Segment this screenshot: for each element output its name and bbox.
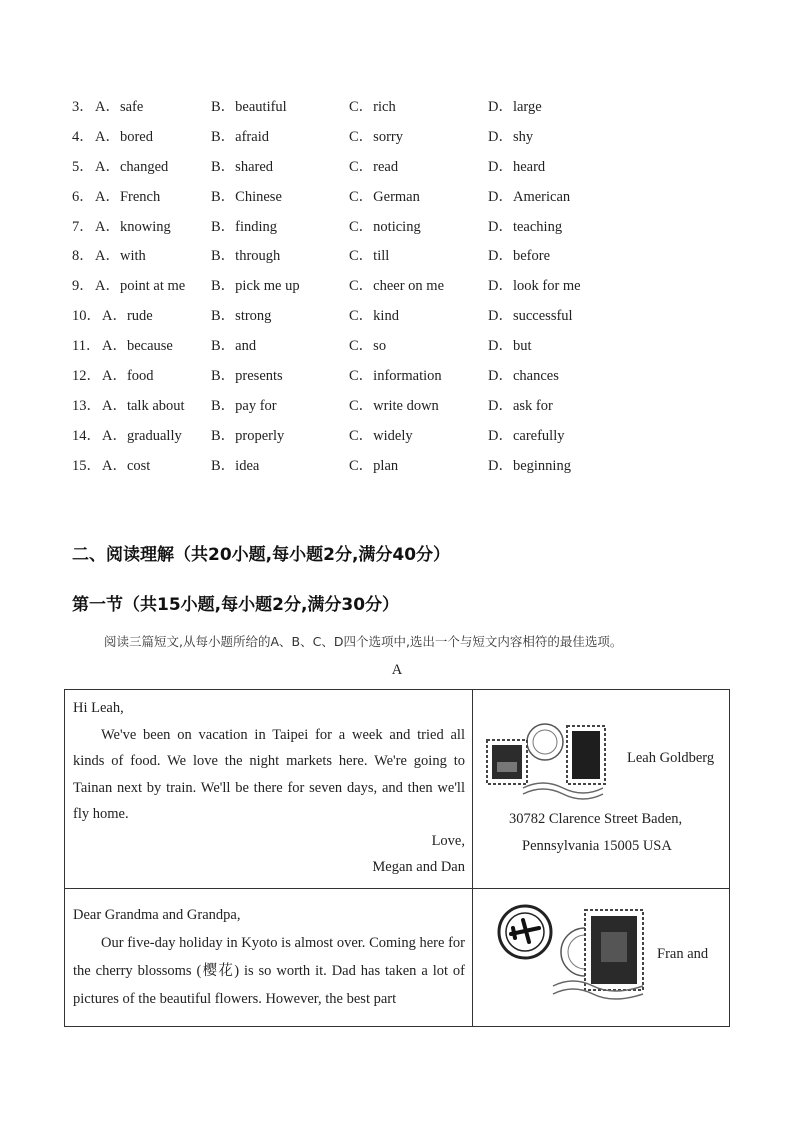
option-c: C．sorry <box>349 128 403 145</box>
option-d: D．shy <box>488 128 534 145</box>
option-d: D．ask for <box>488 397 553 414</box>
option-b: B．presents <box>211 368 283 385</box>
option-d: D．chances <box>488 368 559 385</box>
postcard-1-greeting: Hi Leah, <box>73 700 124 716</box>
option-c: C．information <box>349 368 442 385</box>
option-d: D．American <box>488 188 571 205</box>
question-row <box>72 96 712 126</box>
question-row <box>72 186 712 216</box>
postcard-1-recipient: Leah Goldberg <box>627 750 715 766</box>
question-row <box>72 275 712 305</box>
option-c: C．plan <box>349 457 399 474</box>
option-b: B．afraid <box>211 128 269 145</box>
question-row <box>72 216 712 246</box>
question-number: 6． <box>72 188 94 205</box>
passage-label: A <box>391 662 403 678</box>
option-b: B．pay for <box>211 397 277 414</box>
option-c: C．noticing <box>349 218 421 235</box>
answer-options-list <box>72 96 712 485</box>
question-number: 9． <box>72 278 94 295</box>
question-row <box>72 455 712 485</box>
option-b: B．strong <box>211 308 272 325</box>
question-row <box>72 245 712 275</box>
option-a: A．because <box>102 338 173 355</box>
option-a: A．rude <box>102 308 153 325</box>
option-d: D．successful <box>488 308 573 325</box>
question-row <box>72 395 712 425</box>
option-c: C．German <box>349 188 420 205</box>
question-row <box>72 126 712 156</box>
option-a: A．safe <box>95 99 144 115</box>
option-c: C．cheer on me <box>349 278 445 295</box>
option-d: D．heard <box>488 158 546 175</box>
question-row <box>72 305 712 335</box>
option-d: D．carefully <box>488 427 565 444</box>
airmail-stamps-icon <box>493 902 653 1002</box>
question-row <box>72 156 712 186</box>
question-number: 12． <box>72 368 101 385</box>
option-d: D．but <box>488 338 532 355</box>
question-number: 5． <box>72 158 94 175</box>
option-c: C．rich <box>349 99 396 115</box>
option-b: B．finding <box>211 218 278 235</box>
question-number: 8． <box>72 248 94 265</box>
option-a: A．point at me <box>95 278 186 295</box>
question-row <box>72 335 712 365</box>
option-a: A．cost <box>102 457 151 474</box>
option-b: B．and <box>211 338 257 355</box>
option-b: B．shared <box>211 158 274 175</box>
option-a: A．gradually <box>102 427 182 444</box>
option-d: D．beginning <box>488 457 571 474</box>
option-a: A．French <box>95 188 161 205</box>
option-d: D．large <box>488 99 542 115</box>
option-a: A．bored <box>95 128 153 145</box>
option-b: B．Chinese <box>211 188 282 205</box>
section-heading-reading: 二、阅读理解（共20小题,每小题2分,满分40分） <box>72 545 451 565</box>
question-row <box>72 425 712 455</box>
postcard-2-body: Our five-day holiday in Kyoto is almost over. Coming here for the cherry blossoms (樱花) is so worth it. Dad has taken a lot of pictures of the beautiful flowers. However, the best part <box>73 935 465 1007</box>
postcard-1-signature: Megan and Dan <box>372 859 465 875</box>
question-number: 14． <box>72 427 101 444</box>
postcard-2-recipient: Fran and <box>657 946 709 962</box>
table-divider-vertical <box>472 690 473 1026</box>
option-a: A．talk about <box>102 397 185 414</box>
question-number: 7． <box>72 218 94 235</box>
instructions-text: 阅读三篇短文,从每小题所给的A、B、C、D四个选项中,选出一个与短文内容相符的最佳选项。 <box>104 634 623 649</box>
option-c: C．kind <box>349 308 399 325</box>
option-c: C．widely <box>349 427 413 444</box>
postcard-1-message <box>73 695 465 881</box>
option-a: A．food <box>102 368 154 385</box>
question-number: 4． <box>72 128 94 145</box>
option-d: D．teaching <box>488 218 563 235</box>
option-c: C．till <box>349 248 390 265</box>
postcards-table <box>64 689 730 1027</box>
section-heading-part1: 第一节（共15小题,每小题2分,满分30分） <box>72 595 400 615</box>
option-a: A．changed <box>95 158 169 175</box>
postcard-1-closing: Love, <box>431 832 465 849</box>
option-b: B．properly <box>211 427 285 444</box>
option-c: C．write down <box>349 397 439 414</box>
question-number: 15． <box>72 457 101 474</box>
question-number: 10． <box>72 308 101 325</box>
option-b: B．pick me up <box>211 278 300 295</box>
option-a: A．knowing <box>95 218 171 235</box>
question-row <box>72 365 712 395</box>
option-d: D．before <box>488 248 551 265</box>
postcard-1-address-line1: 30782 Clarence Street Baden, <box>509 811 683 827</box>
option-a: A．with <box>95 248 146 265</box>
table-divider-horizontal <box>65 888 729 889</box>
postcard-1-body: We've been on vacation in Taipei for a week and tried all kinds of food. We love the night markets here. We're going to Tainan next by train. We'll be there for seven days, and then we'll fly home. <box>73 726 465 822</box>
option-b: B．idea <box>211 457 260 474</box>
option-b: B．beautiful <box>211 99 287 115</box>
question-number: 13． <box>72 397 101 414</box>
option-d: D．look for me <box>488 278 581 295</box>
postage-stamps-icon <box>483 718 613 804</box>
postcard-2-message <box>73 901 465 1013</box>
question-number: 11． <box>72 338 101 355</box>
question-number: 3． <box>72 99 94 115</box>
postcard-1-address-line2: Pennsylvania 15005 USA <box>522 838 672 854</box>
option-c: C．read <box>349 158 399 175</box>
postcard-2-greeting: Dear Grandma and Grandpa, <box>73 907 241 923</box>
option-c: C．so <box>349 338 387 355</box>
option-b: B．through <box>211 248 281 265</box>
